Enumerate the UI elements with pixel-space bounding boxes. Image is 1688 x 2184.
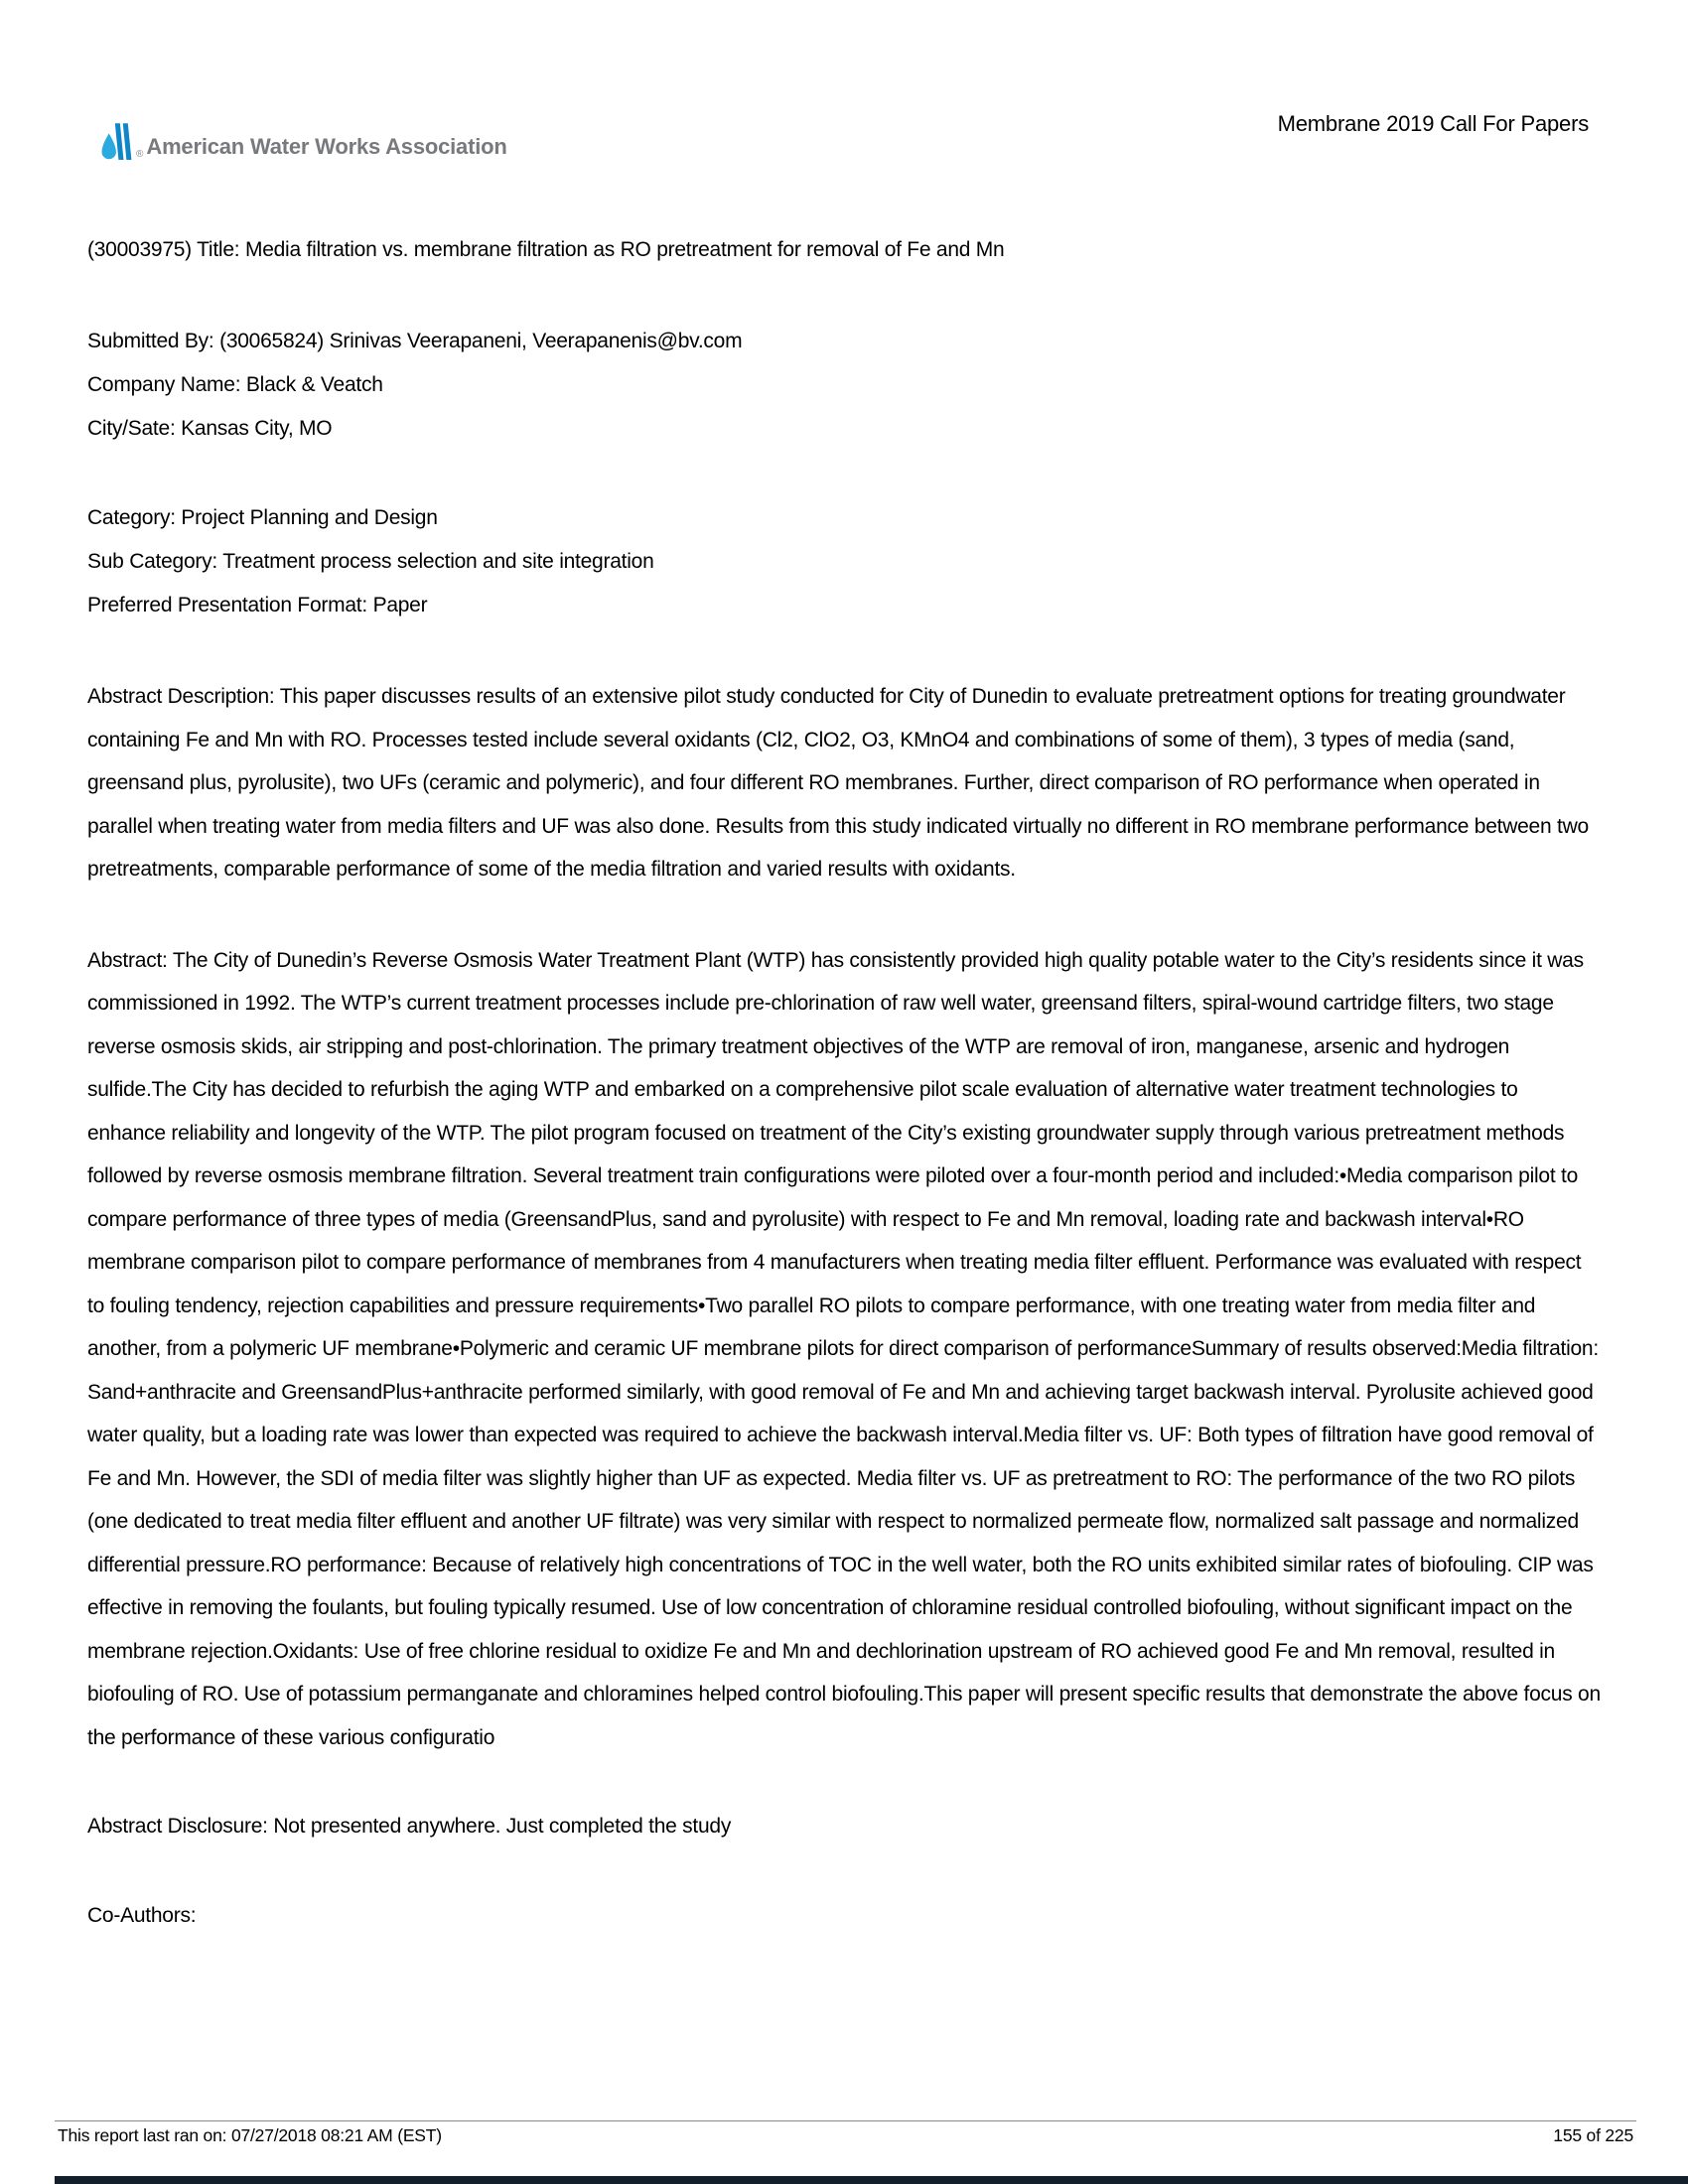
footer-page-number: 155 of 225 [1553,2125,1633,2145]
abstract-paragraph [87,939,1601,1760]
footer-divider [55,2120,1636,2121]
company-name-line [87,363,1601,407]
submission-title-line [87,228,1601,272]
submitted-by-label: Submitted By: [87,330,214,352]
preferred-format-line [87,584,1601,627]
preferred-format-value: Paper [372,594,428,616]
submission-id-title-label: (30003975) Title: [87,238,240,261]
submitted-by-value: (30065824) Srinivas Veerapaneni, Veerapanenis@bv.com [219,330,743,352]
category-line [87,496,1601,540]
report-body [87,0,1601,1938]
category-value: Project Planning and Design [181,506,438,529]
co-authors-line [87,1894,1601,1938]
sub-category-line [87,540,1601,584]
abstract-label: Abstract: [87,948,168,972]
submission-title-value: Media filtration vs. membrane filtration as RO pretreatment for removal of Fe and Mn [244,238,1005,261]
submitted-by-line [87,320,1601,363]
abstract-description-label: Abstract Description: [87,685,275,708]
abstract-value: The City of Dunedin’s Reverse Osmosis Water Treatment Plant (WTP) has consistently provided high quality potable water to the City’s residents since it was commissioned in 1992. The WTP’s current treatment processes include pre-chlorination of raw well water, greensand filters, spiral-wound cartridge filters, two stage reverse osmosis skids, air stripping and post-chlorination. The primary treatment objectives of the WTP are removal of iron, manganese, arsenic and hydrogen sulfide.The City has decided to refurbish the aging WTP and embarked on a comprehensive pilot scale evaluation of alternative water treatment technologies to enhance reliability and longevity of the WTP. The pilot program focused on treatment of the City’s existing groundwater supply through various pretreatment methods followed by reverse osmosis membrane filtration. Several treatment train configurations were piloted over a four-month period and included:•Media comparison pilot to compare performance of three types of media (GreensandPlus, sand and pyrolusite) with respect to Fe and Mn removal, loading rate and backwash interval•RO membrane comparison pilot to compare performance of membranes from 4 manufacturers when treating media filter effluent. Performance was evaluated with respect to fouling tendency, rejection capabilities and pressure requirements•Two parallel RO pilots to compare performance, with one treating water from media filter and another, from a polymeric UF membrane•Polymeric and ceramic UF membrane pilots for direct comparison of performanceSummary of results observed:Media filtration: Sand+anthracite and GreensandPlus+anthracite performed similarly, with good removal of Fe and Mn and achieving target backwash interval. Pyrolusite achieved good water quality, but a loading rate was lower than expected was required to achieve the backwash interval.Media filter vs. UF: Both types of filtration have good removal of Fe and Mn. However, the SDI of media filter was slightly higher than UF as expected. Media filter vs. UF as pretreatment to RO: The performance of the two RO pilots (one dedicated to treat media filter effluent and another UF filtrate) was very similar with respect to normalized permeate flow, normalized salt passage and normalized differential pressure.RO performance: Because of relatively high concentrations of TOC in the well water, both the RO units exhibited similar rates of biofouling. CIP was effective in removing the foulants, but fouling typically resumed. Use of low concentration of chloramine residual controlled biofouling, without significant impact on the membrane rejection.Oxidants: Use of free chlorine residual to oxidize Fe and Mn and dechlorination upstream of RO achieved good Fe and Mn removal, resulted in biofouling of RO. Use of potassium permanganate and chloramines helped control biofouling.This paper will present specific results that demonstrate the above focus on the performance of these various configuratio [87,948,1601,1749]
registered-trademark: ® [136,149,144,160]
report-footer [58,2125,1633,2146]
company-name-value: Black & Veatch [245,373,383,396]
footer-last-ran: This report last ran on: 07/27/2018 08:21 AM (EST) [58,2125,442,2145]
company-name-label: Company Name: [87,373,241,396]
abstract-disclosure-line [87,1805,1601,1848]
preferred-format-label: Preferred Presentation Format: [87,594,367,616]
category-label: Category: [87,506,176,529]
category-group [87,496,1601,627]
abstract-description-paragraph [87,675,1601,891]
contact-group [87,320,1601,451]
abstract-description-value: This paper discusses results of an extensive pilot study conducted for City of Dunedin to evaluate pretreatment options for treating groundwater containing Fe and Mn with RO. Processes tested include several oxidants (Cl2, ClO2, O3, KMnO4 and combinations of some of them), 3 types of media (sand, greensand plus, pyrolusite), two UFs (ceramic and polymeric), and four different RO membranes. Further, direct comparison of RO performance when operated in parallel when treating water from media filters and UF was also done. Results from this study indicated virtually no different in RO membrane performance between two pretreatments, comparable performance of some of the media filtration and varied results with oxidants. [87,685,1589,881]
report-title: Membrane 2019 Call For Papers [1277,111,1589,136]
city-state-label: City/Sate: [87,417,176,440]
city-state-line [87,407,1601,451]
page-bottom-bar [55,2176,1688,2184]
abstract-disclosure-value: Not presented anywhere. Just completed the study [273,1815,732,1838]
logo-org-name: American Water Works Association [146,134,507,159]
city-state-value: Kansas City, MO [181,417,333,440]
abstract-disclosure-label: Abstract Disclosure: [87,1815,268,1838]
sub-category-label: Sub Category: [87,550,217,573]
sub-category-value: Treatment process selection and site integration [222,550,654,573]
co-authors-label: Co-Authors: [87,1904,197,1927]
